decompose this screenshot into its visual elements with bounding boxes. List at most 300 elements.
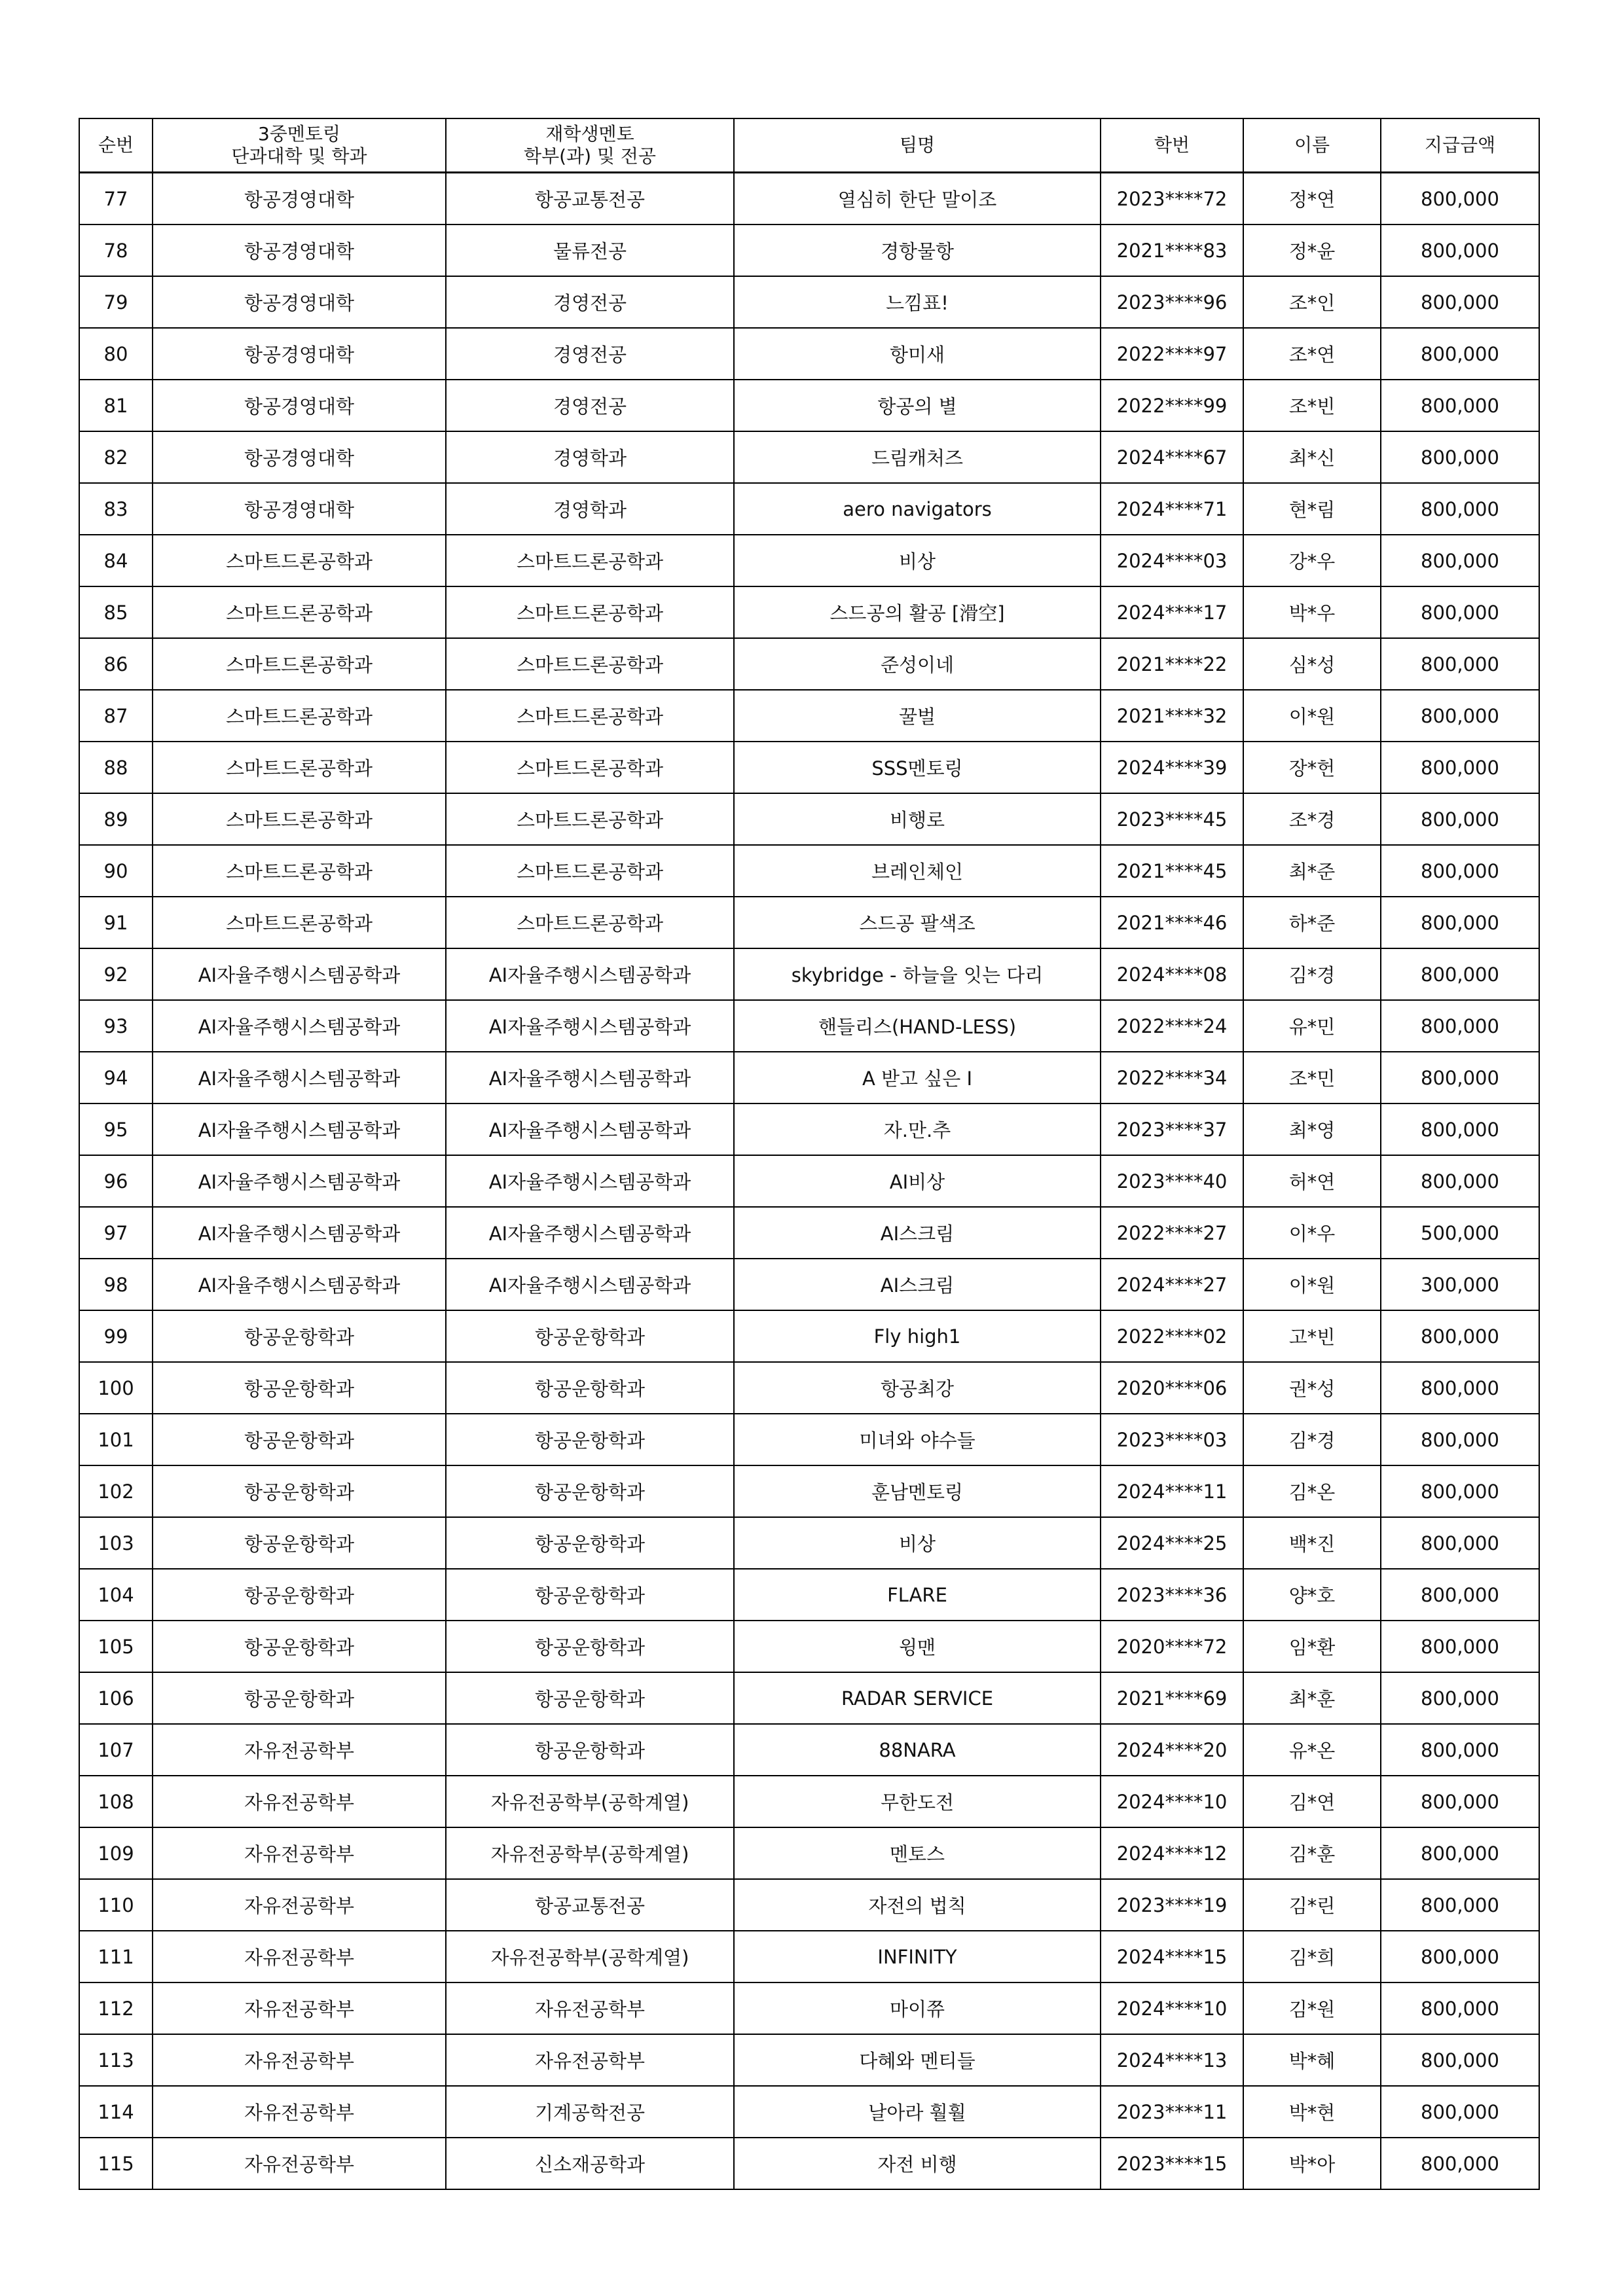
- table-header: [79, 118, 1539, 173]
- table-row: [79, 1465, 1539, 1517]
- cell-name: 최*준: [1243, 845, 1381, 897]
- cell-college: 항공운항학과: [153, 1569, 446, 1621]
- cell-name: 박*현: [1243, 2086, 1381, 2138]
- cell-dept: 경영전공: [446, 276, 734, 328]
- cell-amount: 800,000: [1381, 1982, 1539, 2034]
- table-row: [79, 1621, 1539, 1672]
- cell-name: 박*아: [1243, 2138, 1381, 2189]
- cell-student-id: 2022****99: [1101, 380, 1243, 431]
- cell-team: 브레인체인: [734, 845, 1101, 897]
- cell-dept: 항공교통전공: [446, 1879, 734, 1931]
- cell-amount: 800,000: [1381, 380, 1539, 431]
- cell-dept: 자유전공학부(공학계열): [446, 1776, 734, 1827]
- cell-dept: 경영학과: [446, 431, 734, 483]
- cell-college: 스마트드론공학과: [153, 535, 446, 586]
- cell-dept: 항공운항학과: [446, 1465, 734, 1517]
- cell-student-id: 2020****06: [1101, 1362, 1243, 1414]
- cell-amount: 800,000: [1381, 1569, 1539, 1621]
- cell-college: 자유전공학부: [153, 1724, 446, 1776]
- table-row: [79, 1776, 1539, 1827]
- mentoring-payment-table: [79, 118, 1540, 2190]
- cell-name: 최*신: [1243, 431, 1381, 483]
- table-row: [79, 1724, 1539, 1776]
- cell-amount: 800,000: [1381, 845, 1539, 897]
- cell-name: 김*온: [1243, 1465, 1381, 1517]
- cell-name: 김*연: [1243, 1776, 1381, 1827]
- cell-amount: 800,000: [1381, 431, 1539, 483]
- cell-seq: 109: [79, 1827, 153, 1879]
- cell-college: 항공운항학과: [153, 1414, 446, 1465]
- cell-student-id: 2021****45: [1101, 845, 1243, 897]
- header-team: 팀명: [734, 118, 1101, 173]
- cell-amount: 800,000: [1381, 2086, 1539, 2138]
- cell-student-id: 2023****72: [1101, 173, 1243, 225]
- cell-college: 스마트드론공학과: [153, 690, 446, 742]
- cell-dept: 경영전공: [446, 328, 734, 380]
- cell-college: 자유전공학부: [153, 2086, 446, 2138]
- cell-amount: 800,000: [1381, 1414, 1539, 1465]
- table-row: [79, 1155, 1539, 1207]
- cell-student-id: 2023****37: [1101, 1103, 1243, 1155]
- header-college-line2: 단과대학 및 학과: [231, 145, 367, 167]
- cell-student-id: 2023****15: [1101, 2138, 1243, 2189]
- cell-college: AI자율주행시스템공학과: [153, 1103, 446, 1155]
- table-row: [79, 1000, 1539, 1052]
- cell-seq: 81: [79, 380, 153, 431]
- cell-dept: 항공운항학과: [446, 1517, 734, 1569]
- cell-team: 스드공의 활공 [滑空]: [734, 586, 1101, 638]
- cell-team: 경항물항: [734, 224, 1101, 276]
- cell-team: 마이쮸: [734, 1982, 1101, 2034]
- cell-student-id: 2024****20: [1101, 1724, 1243, 1776]
- cell-college: 항공경영대학: [153, 173, 446, 225]
- table-row: [79, 845, 1539, 897]
- cell-seq: 92: [79, 948, 153, 1000]
- cell-team: 다혜와 멘티들: [734, 2034, 1101, 2086]
- table-row: [79, 1517, 1539, 1569]
- cell-dept: 스마트드론공학과: [446, 742, 734, 793]
- cell-college: 항공경영대학: [153, 276, 446, 328]
- cell-team: 자.만.추: [734, 1103, 1101, 1155]
- cell-student-id: 2024****10: [1101, 1982, 1243, 2034]
- cell-dept: AI자율주행시스템공학과: [446, 1155, 734, 1207]
- cell-amount: 800,000: [1381, 586, 1539, 638]
- cell-team: 비행로: [734, 793, 1101, 845]
- cell-team: AI비상: [734, 1155, 1101, 1207]
- cell-college: 스마트드론공학과: [153, 897, 446, 948]
- cell-dept: AI자율주행시스템공학과: [446, 1259, 734, 1310]
- cell-college: 스마트드론공학과: [153, 638, 446, 690]
- cell-college: 자유전공학부: [153, 1879, 446, 1931]
- cell-seq: 93: [79, 1000, 153, 1052]
- table-row: [79, 1414, 1539, 1465]
- cell-dept: 스마트드론공학과: [446, 586, 734, 638]
- table-row: [79, 1052, 1539, 1103]
- cell-name: 박*우: [1243, 586, 1381, 638]
- cell-college: 자유전공학부: [153, 1827, 446, 1879]
- cell-college: AI자율주행시스템공학과: [153, 948, 446, 1000]
- cell-dept: 스마트드론공학과: [446, 793, 734, 845]
- cell-seq: 84: [79, 535, 153, 586]
- cell-name: 조*인: [1243, 276, 1381, 328]
- cell-seq: 86: [79, 638, 153, 690]
- table-row: [79, 1879, 1539, 1931]
- cell-seq: 105: [79, 1621, 153, 1672]
- cell-name: 김*희: [1243, 1931, 1381, 1982]
- cell-student-id: 2023****11: [1101, 2086, 1243, 2138]
- cell-name: 김*원: [1243, 1982, 1381, 2034]
- cell-amount: 500,000: [1381, 1207, 1539, 1259]
- cell-team: 느낌표!: [734, 276, 1101, 328]
- cell-student-id: 2024****10: [1101, 1776, 1243, 1827]
- cell-name: 김*경: [1243, 948, 1381, 1000]
- table-row: [79, 380, 1539, 431]
- cell-dept: 스마트드론공학과: [446, 535, 734, 586]
- cell-student-id: 2023****45: [1101, 793, 1243, 845]
- cell-dept: 항공운항학과: [446, 1724, 734, 1776]
- cell-amount: 800,000: [1381, 1000, 1539, 1052]
- cell-college: 항공경영대학: [153, 431, 446, 483]
- cell-seq: 89: [79, 793, 153, 845]
- cell-student-id: 2020****72: [1101, 1621, 1243, 1672]
- cell-seq: 79: [79, 276, 153, 328]
- cell-amount: 800,000: [1381, 948, 1539, 1000]
- cell-seq: 111: [79, 1931, 153, 1982]
- cell-amount: 800,000: [1381, 535, 1539, 586]
- cell-amount: 800,000: [1381, 276, 1539, 328]
- header-college: [153, 118, 446, 173]
- cell-name: 고*빈: [1243, 1310, 1381, 1362]
- cell-dept: 항공운항학과: [446, 1414, 734, 1465]
- cell-seq: 98: [79, 1259, 153, 1310]
- cell-dept: 스마트드론공학과: [446, 897, 734, 948]
- cell-amount: 800,000: [1381, 224, 1539, 276]
- cell-team: 비상: [734, 1517, 1101, 1569]
- cell-amount: 800,000: [1381, 1052, 1539, 1103]
- cell-seq: 108: [79, 1776, 153, 1827]
- cell-team: 드림캐처즈: [734, 431, 1101, 483]
- cell-student-id: 2021****83: [1101, 224, 1243, 276]
- table-row: [79, 224, 1539, 276]
- cell-seq: 102: [79, 1465, 153, 1517]
- cell-amount: 800,000: [1381, 1724, 1539, 1776]
- header-amount: 지급금액: [1381, 118, 1539, 173]
- cell-college: AI자율주행시스템공학과: [153, 1052, 446, 1103]
- cell-team: 비상: [734, 535, 1101, 586]
- cell-seq: 110: [79, 1879, 153, 1931]
- cell-team: 윙맨: [734, 1621, 1101, 1672]
- cell-name: 이*원: [1243, 1259, 1381, 1310]
- cell-team: 미녀와 야수들: [734, 1414, 1101, 1465]
- cell-college: 항공운항학과: [153, 1517, 446, 1569]
- cell-student-id: 2024****17: [1101, 586, 1243, 638]
- cell-student-id: 2023****40: [1101, 1155, 1243, 1207]
- cell-team: aero navigators: [734, 483, 1101, 535]
- cell-dept: 자유전공학부: [446, 1982, 734, 2034]
- cell-dept: 자유전공학부: [446, 2034, 734, 2086]
- cell-team: AI스크림: [734, 1207, 1101, 1259]
- table-row: [79, 793, 1539, 845]
- cell-name: 현*림: [1243, 483, 1381, 535]
- cell-name: 심*성: [1243, 638, 1381, 690]
- cell-college: 항공운항학과: [153, 1672, 446, 1724]
- table-row: [79, 948, 1539, 1000]
- cell-name: 박*혜: [1243, 2034, 1381, 2086]
- cell-dept: AI자율주행시스템공학과: [446, 1207, 734, 1259]
- table-row: [79, 1827, 1539, 1879]
- cell-dept: 기계공학전공: [446, 2086, 734, 2138]
- table-row: [79, 690, 1539, 742]
- cell-college: 항공경영대학: [153, 224, 446, 276]
- cell-amount: 800,000: [1381, 2034, 1539, 2086]
- cell-name: 최*영: [1243, 1103, 1381, 1155]
- cell-seq: 94: [79, 1052, 153, 1103]
- cell-student-id: 2024****39: [1101, 742, 1243, 793]
- cell-student-id: 2022****02: [1101, 1310, 1243, 1362]
- cell-student-id: 2021****69: [1101, 1672, 1243, 1724]
- table-row: [79, 1931, 1539, 1982]
- cell-amount: 800,000: [1381, 1517, 1539, 1569]
- cell-name: 임*환: [1243, 1621, 1381, 1672]
- cell-name: 김*훈: [1243, 1827, 1381, 1879]
- cell-amount: 800,000: [1381, 1155, 1539, 1207]
- cell-team: 훈남멘토링: [734, 1465, 1101, 1517]
- cell-dept: 항공운항학과: [446, 1310, 734, 1362]
- header-name: 이름: [1243, 118, 1381, 173]
- cell-student-id: 2023****36: [1101, 1569, 1243, 1621]
- cell-team: AI스크림: [734, 1259, 1101, 1310]
- cell-student-id: 2021****32: [1101, 690, 1243, 742]
- table-row: [79, 276, 1539, 328]
- table-row: [79, 638, 1539, 690]
- cell-name: 권*성: [1243, 1362, 1381, 1414]
- cell-amount: 800,000: [1381, 1672, 1539, 1724]
- table-row: [79, 328, 1539, 380]
- cell-amount: 800,000: [1381, 1879, 1539, 1931]
- cell-amount: 800,000: [1381, 1931, 1539, 1982]
- cell-team: INFINITY: [734, 1931, 1101, 1982]
- cell-team: RADAR SERVICE: [734, 1672, 1101, 1724]
- cell-dept: 스마트드론공학과: [446, 638, 734, 690]
- cell-seq: 114: [79, 2086, 153, 2138]
- cell-student-id: 2024****71: [1101, 483, 1243, 535]
- table-row: [79, 1569, 1539, 1621]
- cell-student-id: 2024****25: [1101, 1517, 1243, 1569]
- cell-amount: 800,000: [1381, 793, 1539, 845]
- header-dept-line2: 학부(과) 및 전공: [524, 145, 656, 167]
- cell-college: AI자율주행시스템공학과: [153, 1207, 446, 1259]
- cell-name: 허*연: [1243, 1155, 1381, 1207]
- cell-name: 김*경: [1243, 1414, 1381, 1465]
- cell-name: 하*준: [1243, 897, 1381, 948]
- table-row: [79, 2086, 1539, 2138]
- cell-name: 양*호: [1243, 1569, 1381, 1621]
- cell-amount: 800,000: [1381, 1310, 1539, 1362]
- cell-name: 최*훈: [1243, 1672, 1381, 1724]
- cell-seq: 87: [79, 690, 153, 742]
- cell-college: 항공운항학과: [153, 1465, 446, 1517]
- cell-seq: 106: [79, 1672, 153, 1724]
- table-row: [79, 483, 1539, 535]
- header-college-line1: 3중멘토링: [257, 123, 340, 145]
- cell-seq: 104: [79, 1569, 153, 1621]
- cell-dept: 신소재공학과: [446, 2138, 734, 2189]
- table-row: [79, 1362, 1539, 1414]
- cell-team: 멘토스: [734, 1827, 1101, 1879]
- cell-dept: 스마트드론공학과: [446, 845, 734, 897]
- cell-seq: 99: [79, 1310, 153, 1362]
- cell-team: 자전 비행: [734, 2138, 1101, 2189]
- cell-college: 자유전공학부: [153, 1776, 446, 1827]
- cell-college: AI자율주행시스템공학과: [153, 1259, 446, 1310]
- cell-seq: 101: [79, 1414, 153, 1465]
- cell-student-id: 2023****03: [1101, 1414, 1243, 1465]
- cell-amount: 800,000: [1381, 483, 1539, 535]
- cell-dept: 스마트드론공학과: [446, 690, 734, 742]
- table-row: [79, 1310, 1539, 1362]
- cell-amount: 800,000: [1381, 328, 1539, 380]
- header-dept: [446, 118, 734, 173]
- cell-seq: 83: [79, 483, 153, 535]
- cell-team: 무한도전: [734, 1776, 1101, 1827]
- cell-seq: 107: [79, 1724, 153, 1776]
- cell-amount: 800,000: [1381, 742, 1539, 793]
- cell-name: 조*빈: [1243, 380, 1381, 431]
- cell-team: 꿀벌: [734, 690, 1101, 742]
- cell-student-id: 2023****19: [1101, 1879, 1243, 1931]
- cell-student-id: 2021****46: [1101, 897, 1243, 948]
- cell-seq: 91: [79, 897, 153, 948]
- cell-dept: AI자율주행시스템공학과: [446, 1103, 734, 1155]
- header-dept-line1: 재학생멘토: [545, 123, 634, 145]
- cell-dept: 항공운항학과: [446, 1621, 734, 1672]
- cell-dept: 자유전공학부(공학계열): [446, 1827, 734, 1879]
- table-body: [79, 173, 1539, 2190]
- cell-college: 항공경영대학: [153, 483, 446, 535]
- cell-seq: 88: [79, 742, 153, 793]
- cell-name: 조*연: [1243, 328, 1381, 380]
- cell-seq: 80: [79, 328, 153, 380]
- cell-college: 자유전공학부: [153, 1931, 446, 1982]
- cell-student-id: 2024****13: [1101, 2034, 1243, 2086]
- cell-dept: 항공운항학과: [446, 1569, 734, 1621]
- cell-seq: 112: [79, 1982, 153, 2034]
- cell-amount: 800,000: [1381, 897, 1539, 948]
- cell-seq: 78: [79, 224, 153, 276]
- cell-team: 항공최강: [734, 1362, 1101, 1414]
- header-seq: 순번: [79, 118, 153, 173]
- cell-name: 장*헌: [1243, 742, 1381, 793]
- cell-college: 항공운항학과: [153, 1621, 446, 1672]
- cell-dept: 항공교통전공: [446, 173, 734, 225]
- cell-college: 스마트드론공학과: [153, 742, 446, 793]
- cell-name: 정*연: [1243, 173, 1381, 225]
- cell-amount: 800,000: [1381, 2138, 1539, 2189]
- cell-team: Fly high1: [734, 1310, 1101, 1362]
- cell-team: 준성이네: [734, 638, 1101, 690]
- cell-team: 자전의 법칙: [734, 1879, 1101, 1931]
- cell-name: 이*우: [1243, 1207, 1381, 1259]
- table-row: [79, 1982, 1539, 2034]
- cell-team: skybridge - 하늘을 잇는 다리: [734, 948, 1101, 1000]
- cell-name: 유*민: [1243, 1000, 1381, 1052]
- cell-college: AI자율주행시스템공학과: [153, 1000, 446, 1052]
- cell-seq: 96: [79, 1155, 153, 1207]
- cell-dept: AI자율주행시스템공학과: [446, 1000, 734, 1052]
- cell-college: 자유전공학부: [153, 2138, 446, 2189]
- cell-student-id: 2023****96: [1101, 276, 1243, 328]
- cell-seq: 90: [79, 845, 153, 897]
- cell-dept: 경영전공: [446, 380, 734, 431]
- cell-dept: 자유전공학부(공학계열): [446, 1931, 734, 1982]
- cell-amount: 800,000: [1381, 1827, 1539, 1879]
- table-row: [79, 1259, 1539, 1310]
- cell-team: 열심히 한단 말이조: [734, 173, 1101, 225]
- cell-seq: 77: [79, 173, 153, 225]
- cell-student-id: 2022****24: [1101, 1000, 1243, 1052]
- header-student-id: 학번: [1101, 118, 1243, 173]
- cell-student-id: 2024****12: [1101, 1827, 1243, 1879]
- cell-student-id: 2022****27: [1101, 1207, 1243, 1259]
- cell-team: 항공의 별: [734, 380, 1101, 431]
- cell-name: 백*진: [1243, 1517, 1381, 1569]
- table-row: [79, 2138, 1539, 2189]
- cell-seq: 95: [79, 1103, 153, 1155]
- cell-college: 항공경영대학: [153, 380, 446, 431]
- table-row: [79, 431, 1539, 483]
- table-row: [79, 2034, 1539, 2086]
- cell-student-id: 2024****11: [1101, 1465, 1243, 1517]
- cell-amount: 800,000: [1381, 1362, 1539, 1414]
- cell-seq: 113: [79, 2034, 153, 2086]
- cell-amount: 800,000: [1381, 1465, 1539, 1517]
- cell-student-id: 2021****22: [1101, 638, 1243, 690]
- cell-dept: AI자율주행시스템공학과: [446, 948, 734, 1000]
- cell-seq: 100: [79, 1362, 153, 1414]
- cell-dept: 물류전공: [446, 224, 734, 276]
- cell-college: 스마트드론공학과: [153, 586, 446, 638]
- cell-college: 항공운항학과: [153, 1362, 446, 1414]
- cell-name: 유*온: [1243, 1724, 1381, 1776]
- cell-dept: 항공운항학과: [446, 1362, 734, 1414]
- cell-team: 핸들리스(HAND-LESS): [734, 1000, 1101, 1052]
- cell-team: 88NARA: [734, 1724, 1101, 1776]
- cell-amount: 800,000: [1381, 1776, 1539, 1827]
- cell-amount: 300,000: [1381, 1259, 1539, 1310]
- cell-seq: 82: [79, 431, 153, 483]
- table-row: [79, 586, 1539, 638]
- cell-amount: 800,000: [1381, 1103, 1539, 1155]
- cell-student-id: 2024****08: [1101, 948, 1243, 1000]
- cell-seq: 97: [79, 1207, 153, 1259]
- cell-college: AI자율주행시스템공학과: [153, 1155, 446, 1207]
- table-row: [79, 1207, 1539, 1259]
- cell-student-id: 2024****15: [1101, 1931, 1243, 1982]
- cell-dept: 항공운항학과: [446, 1672, 734, 1724]
- cell-college: 스마트드론공학과: [153, 845, 446, 897]
- cell-name: 강*우: [1243, 535, 1381, 586]
- cell-student-id: 2024****27: [1101, 1259, 1243, 1310]
- table-row: [79, 173, 1539, 225]
- cell-seq: 115: [79, 2138, 153, 2189]
- cell-student-id: 2022****97: [1101, 328, 1243, 380]
- cell-dept: AI자율주행시스템공학과: [446, 1052, 734, 1103]
- table-row: [79, 1103, 1539, 1155]
- cell-name: 조*경: [1243, 793, 1381, 845]
- cell-student-id: 2024****03: [1101, 535, 1243, 586]
- table-row: [79, 897, 1539, 948]
- cell-team: 날아라 훨훨: [734, 2086, 1101, 2138]
